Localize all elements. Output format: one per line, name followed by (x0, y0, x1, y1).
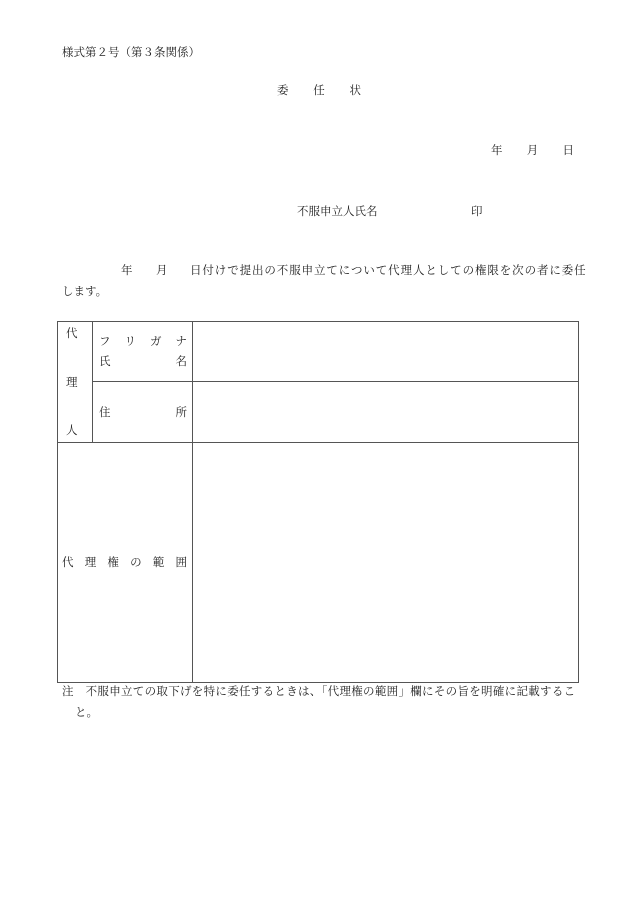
note-line1: 注 不服申立ての取下げを特に委任するときは、「代理権の範囲」欄にその旨を明確に記載するこ (62, 684, 576, 698)
date-year: 年 (491, 143, 503, 157)
address-char: 住 (99, 405, 111, 419)
date-month: 月 (526, 143, 539, 157)
scope-char: 範 (152, 555, 165, 569)
form-number: 様式第２号（第３条関係） (62, 45, 200, 59)
table-border-left (57, 321, 58, 683)
date-day: 日 (562, 143, 574, 157)
address-char: 所 (175, 405, 187, 419)
scope-char: の (130, 555, 142, 569)
body-text-line2: します。 (62, 284, 108, 298)
note-line2: と。 (75, 705, 98, 719)
table-divider (92, 321, 93, 442)
furigana-char: ナ (175, 334, 187, 348)
furigana-char: リ (124, 334, 136, 348)
scope-char: 囲 (175, 555, 187, 569)
title-char: 状 (349, 83, 361, 97)
table-border-right (578, 321, 579, 683)
body-text-line1: 日付けで提出の不服申立てについて代理人としての権限を次の者に委任 (190, 263, 587, 277)
name-char: 氏 (99, 354, 111, 368)
scope-char: 代 (62, 555, 74, 569)
body-month: 月 (156, 263, 168, 277)
body-year: 年 (121, 263, 133, 277)
document-title (277, 83, 361, 97)
scope-label (62, 555, 187, 569)
agent-label-char: 代 (66, 326, 78, 340)
name-field[interactable] (193, 322, 578, 381)
address-field[interactable] (193, 382, 578, 442)
scope-char: 権 (107, 555, 119, 569)
agent-label-char: 人 (66, 423, 78, 437)
table-border-bottom (57, 682, 579, 683)
date-line (491, 143, 574, 157)
furigana-label (99, 334, 187, 348)
agent-label-char: 理 (66, 375, 78, 389)
scope-field[interactable] (193, 443, 578, 682)
title-char: 任 (313, 83, 325, 97)
name-label (99, 354, 187, 368)
title-char: 委 (277, 83, 289, 97)
address-label (99, 405, 187, 419)
furigana-char: ガ (150, 334, 162, 348)
scope-char: 理 (84, 555, 97, 569)
furigana-char: フ (99, 334, 111, 348)
seal-mark: 印 (471, 204, 483, 218)
name-char: 名 (175, 354, 187, 368)
applicant-name-label: 不服申立人氏名 (297, 204, 378, 218)
